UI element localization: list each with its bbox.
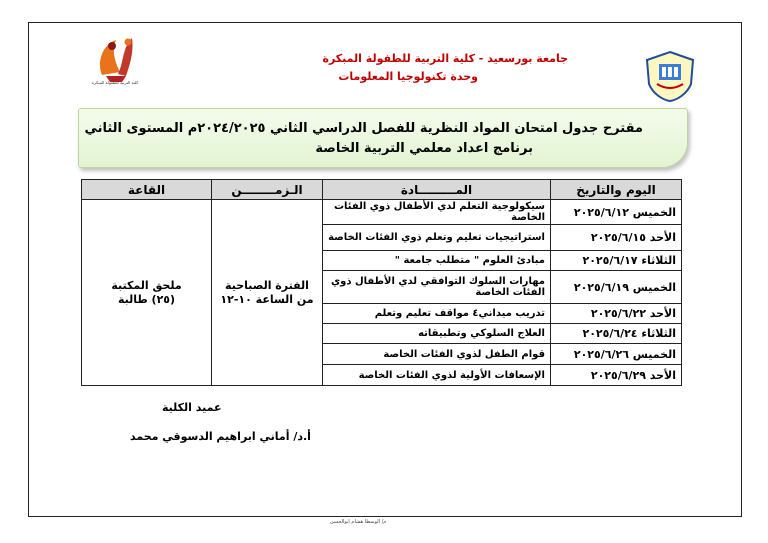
college-logo-caption: كلية التربية للطفولة المبكرة [91,80,139,85]
row-date: الأحد ٢٠٢٥/٦/١٥ [551,225,682,251]
title-banner [78,108,688,168]
university-logo [645,50,695,102]
row-subject: مبادئ العلوم " متطلب جامعة " [323,251,551,271]
row-date: الخميس ٢٠٢٥/٦/١٩ [551,271,682,304]
room-name: ملحق المكتبة [111,278,182,292]
exam-schedule-table [81,179,682,386]
dean-name: أ.د/ أماني ابراهيم الدسوقي محمد [130,430,311,443]
row-subject: استراتيجيات تعليم وتعلم ذوي الفئات الخاصة [323,225,551,251]
header-date: اليوم والتاريخ [551,180,682,200]
header-time: الـزمــــــــن [212,180,323,200]
unit-title: وحدة تكنولوجيا المعلومات [338,70,478,83]
university-title: جامعة بورسعيد - كلية التربية للطفولة المبكرة [322,52,568,65]
row-date: الثلاثاء ٢٠٢٥/٦/١٧ [551,251,682,271]
row-date: الأحد ٢٠٢٥/٦/٢٢ [551,304,682,324]
row-date: الأحد ٢٠٢٥/٦/٢٩ [551,365,682,386]
time-cell [212,200,323,386]
footer-credit: م/ الوسطا هشام ابوالحسن [330,519,387,525]
table-row [82,200,682,225]
room-capacity: (٢٥) طالبة [117,292,176,306]
row-subject: تدريب ميداني٤ مواقف تعليم وتعلم [323,304,551,324]
row-date: الثلاثاء ٢٠٢٥/٦/٢٤ [551,324,682,344]
row-subject: قوام الطفل لذوي الفئات الخاصة [323,344,551,365]
banner-title: مقترح جدول امتحان المواد النظرية للفصل الدراسي الثاني ٢٠٢٤/٢٠٢٥م المستوى الثاني [84,121,643,136]
row-date: الخميس ٢٠٢٥/٦/١٢ [551,200,682,225]
row-subject: مهارات السلوك التوافقي لدي الأطفال ذوي الفئات الخاصة [323,271,551,304]
dean-title: عميد الكلية [162,401,222,414]
college-logo [82,30,146,90]
banner-subtitle: برنامج اعداد معلمي التربية الخاصة [315,141,533,156]
time-period: الفترة الصباحية [225,278,309,292]
row-date: الخميس ٢٠٢٥/٦/٢٦ [551,344,682,365]
room-cell [82,200,212,386]
row-subject: سيكولوجية التعلم لدي الأطفال ذوي الفئات الخاصة [323,200,551,225]
header-subject: المـــــــــادة [323,180,551,200]
header-room: القاعة [82,180,212,200]
row-subject: العلاج السلوكي وتطبيقاته [323,324,551,344]
row-subject: الإسعافات الأولية لذوي الفئات الخاصة [323,365,551,386]
time-hours: من الساعة ١٠-١٢ [220,292,314,306]
table-header-row [82,180,682,200]
